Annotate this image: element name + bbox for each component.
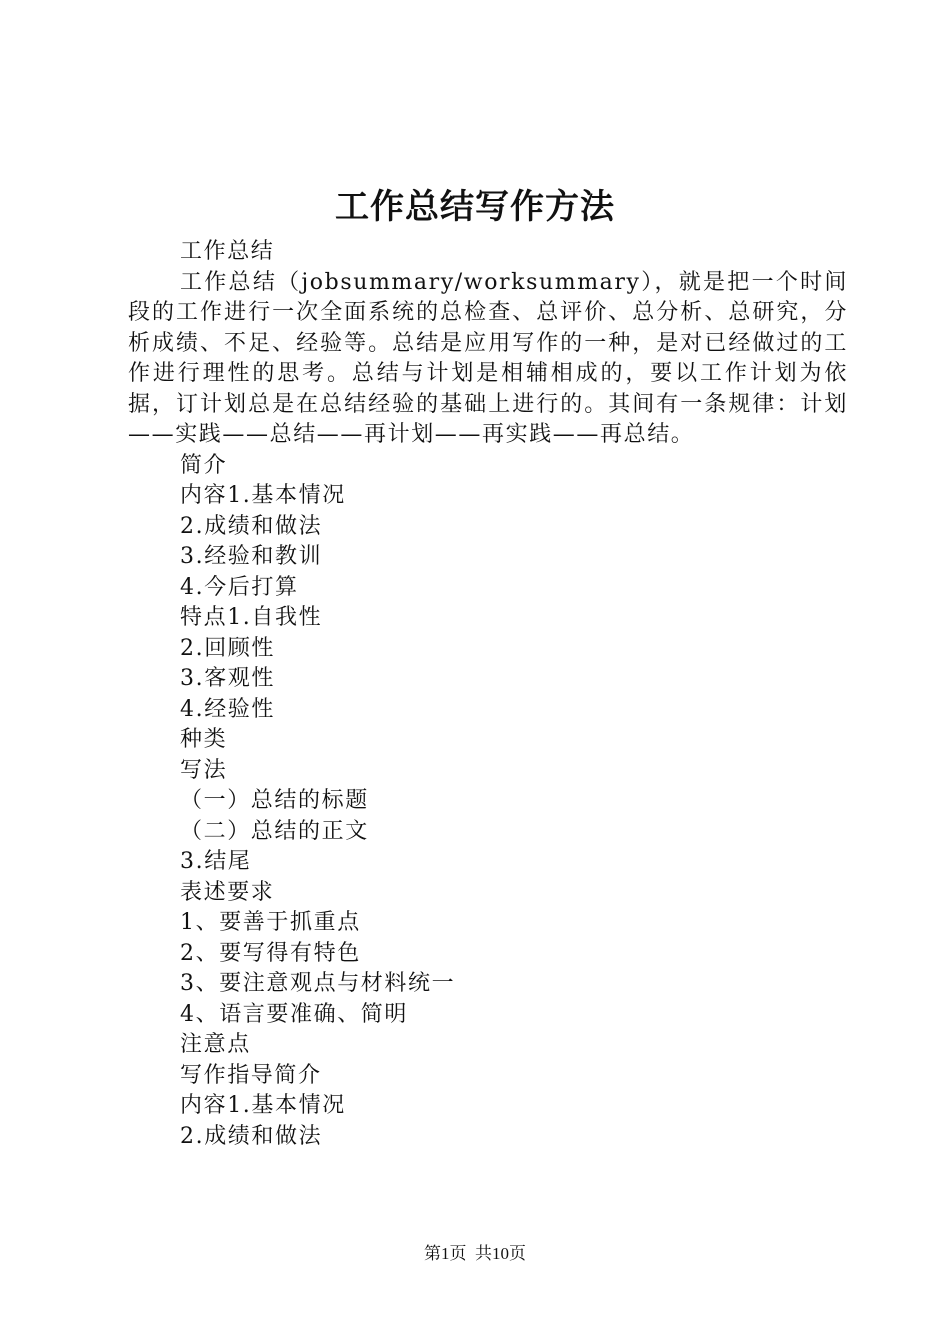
outline-line: 4.经验性 [180, 696, 275, 722]
outline-line: 内容1.基本情况 [180, 483, 346, 508]
outline-line: 2.成绩和做法 [180, 1123, 323, 1149]
intro-paragraph: 工作总结（jobsummary/worksummary），就是把一个时间段的工作进行一次全面系统的总检查、总评价、总分析、总研究，分析成绩、不足、经验等。总结是应用写作的一种，是对已经做过的工作进行理性的思考。总结与计划是相辅相成的，要以工作计划为依据，订计划总是在总结经验的基础上进行的。其间有一条规律：计划——实践——总结——再计划——再实践——再总结。 [128, 269, 848, 447]
outline-line: 3、要注意观点与材料统一 [180, 971, 456, 996]
outline-line: 3.客观性 [180, 666, 275, 691]
outline-list [128, 451, 848, 1153]
page-number: 第1页 [424, 1244, 467, 1263]
document-title: 工作总结写作方法 [335, 187, 615, 227]
page-footer [0, 1242, 950, 1266]
outline-line: 写作指导简介 [180, 1062, 322, 1088]
outline-line: 简介 [180, 452, 228, 478]
outline-line: 2.成绩和做法 [180, 513, 323, 539]
section-heading: 工作总结 [180, 239, 275, 264]
outline-line: （二）总结的正文 [180, 818, 369, 844]
document-body [128, 237, 848, 1152]
outline-line: 特点1.自我性 [180, 605, 323, 630]
outline-line: 表述要求 [180, 879, 275, 905]
outline-line: 2.回顾性 [180, 635, 275, 661]
outline-line: 种类 [180, 727, 228, 752]
outline-line: 3.结尾 [180, 849, 252, 874]
outline-line: 1、要善于抓重点 [180, 910, 361, 935]
outline-line: 写法 [180, 757, 228, 783]
outline-line: 3.经验和教训 [180, 544, 323, 569]
outline-line: （一）总结的标题 [180, 788, 369, 813]
outline-line: 注意点 [180, 1032, 251, 1057]
outline-line: 4、语言要准确、简明 [180, 1001, 408, 1027]
outline-line: 内容1.基本情况 [180, 1093, 346, 1118]
page-total: 共10页 [475, 1244, 526, 1263]
outline-line: 4.今后打算 [180, 574, 299, 600]
outline-line: 2、要写得有特色 [180, 940, 361, 966]
